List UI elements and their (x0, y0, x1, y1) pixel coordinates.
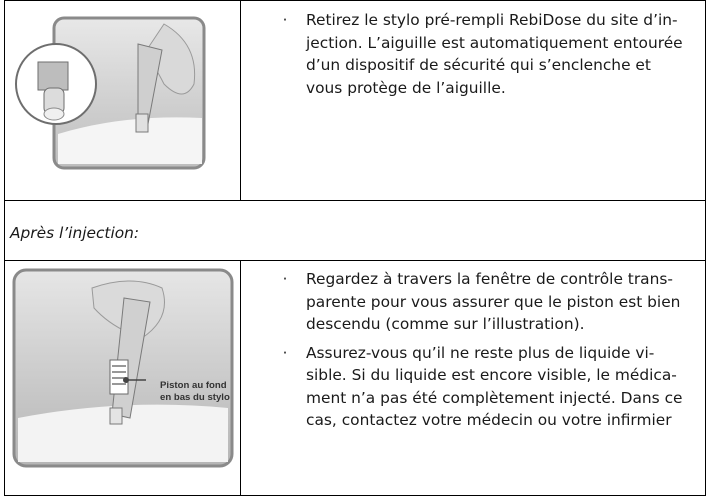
table-column-divider (240, 260, 241, 496)
table-row-divider (4, 200, 705, 201)
caption-line: Piston au fond (160, 380, 227, 391)
bullet-icon: · (282, 11, 288, 29)
text-line: jection. L’aiguille est automatiquement entourée (306, 33, 683, 52)
table-column-divider (240, 0, 241, 200)
text-line: cas, contactez votre médecin ou votre infirmier (306, 411, 672, 429)
bullet-item (278, 9, 698, 99)
caption-line: en bas du stylo (160, 392, 230, 403)
text-line: Retirez le stylo pré-rempli RebiDose du site d’in- (306, 11, 678, 29)
bullet-icon: · (282, 270, 288, 288)
remove-pen-illustration (14, 14, 214, 174)
row3-text (278, 268, 698, 432)
piston-check-illustration (12, 268, 234, 468)
table-bottom-border (4, 495, 705, 496)
bullet-item (278, 342, 698, 432)
table-left-border (4, 0, 5, 496)
text-line: d’un dispositif de sécurité qui s’enclenche et (306, 56, 651, 74)
bullet-item (278, 268, 698, 336)
bullet-icon: · (282, 343, 288, 362)
text-line: parente pour vous assurer que le piston est bien (306, 292, 681, 311)
section-label: Après l’injection: (10, 224, 140, 242)
text-line: Regardez à travers la fenêtre de contrôle trans- (306, 270, 673, 288)
bullet-text (306, 268, 698, 336)
table-top-border (4, 0, 705, 1)
table-right-border (705, 0, 706, 496)
table-row-divider (4, 260, 705, 261)
text-line: vous protège de l’aiguille. (306, 78, 506, 97)
bullet-text (306, 342, 698, 432)
illustration-caption (160, 380, 230, 404)
text-line: sible. Si du liquide est encore visible, le médica- (306, 366, 677, 384)
text-line: ment n’a pas été complètement injecté. Dans ce (306, 388, 683, 407)
bullet-text (306, 9, 698, 99)
text-line: descendu (comme sur l’illustration). (306, 315, 585, 333)
row1-text (278, 9, 698, 99)
text-line: Assurez-vous qu’il ne reste plus de liquide vi- (306, 343, 655, 362)
